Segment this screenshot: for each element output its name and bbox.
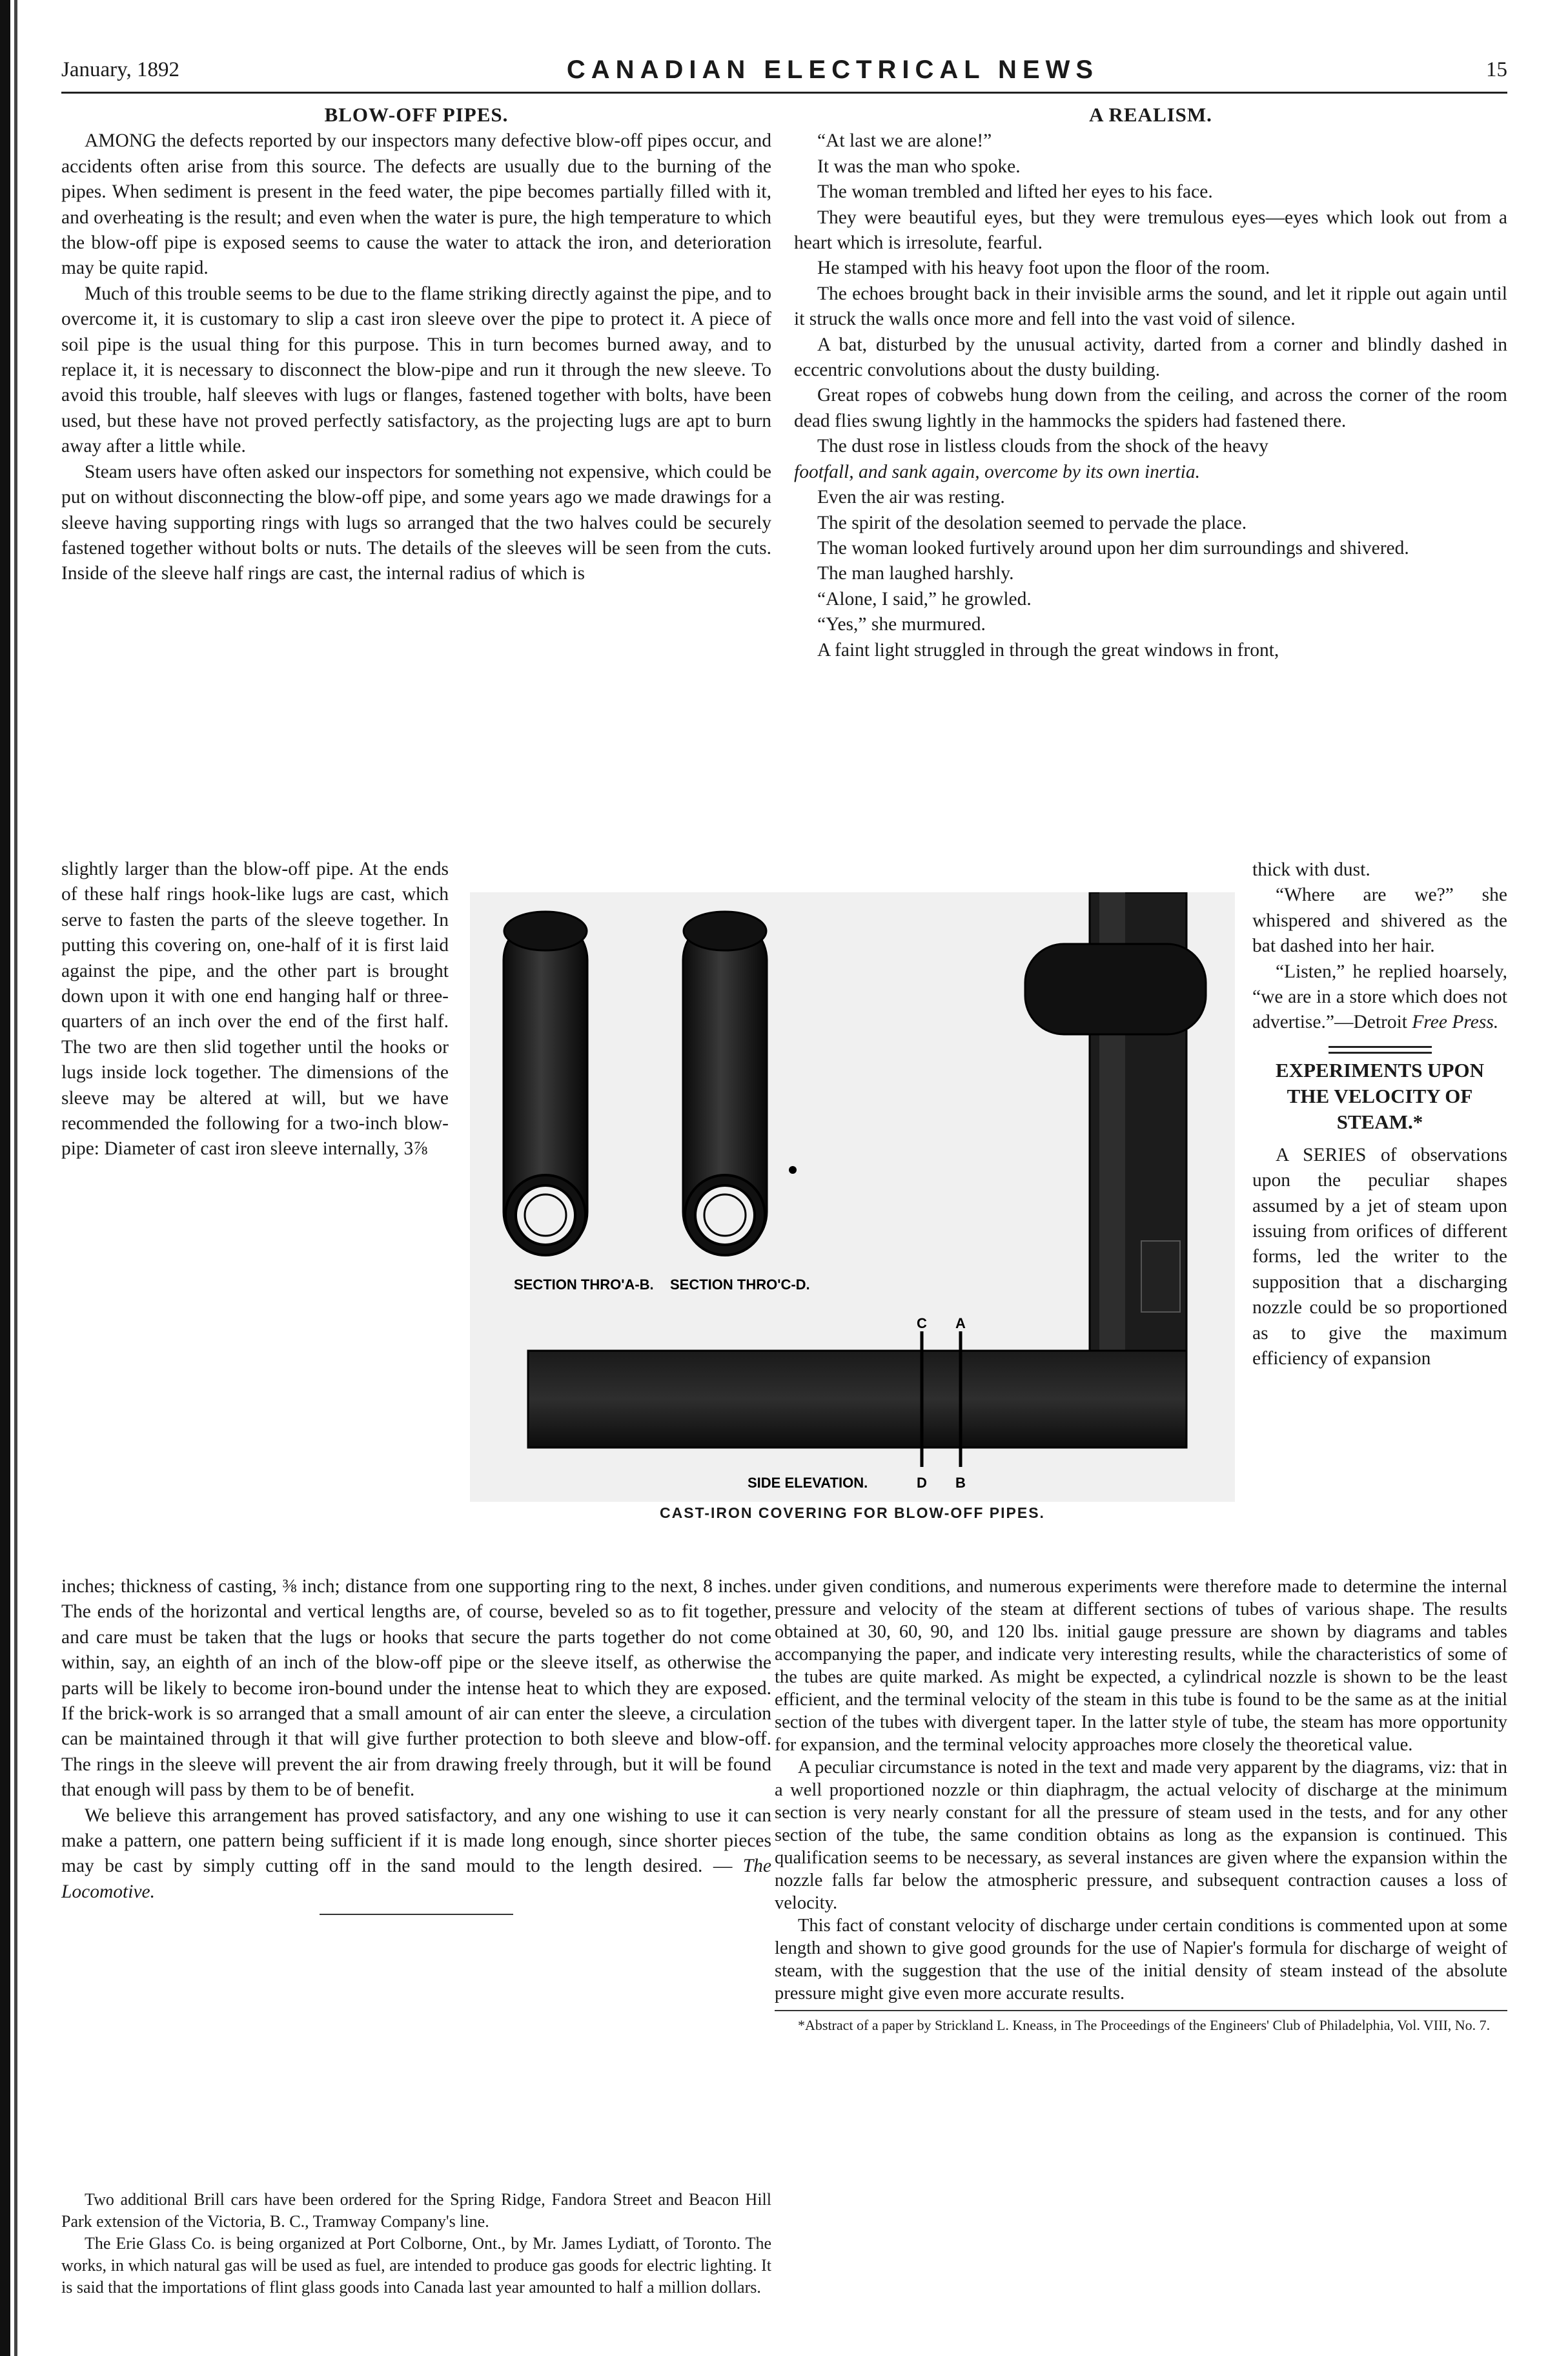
erie-glass-brief: The Erie Glass Co. is being organized at Port Colborne, Ont., by Mr. James Lydiatt, of Toronto. The works, in which natural gas will be used as fuel, are intended to produce gas goods for electric lighting. It is said that the importations of flint glass goods into Canada last year amounted to half a million dollars.	[61, 2234, 771, 2297]
experiments-paragraph-3: This fact of constant velocity of discharge under certain conditions is commented upon at some length and shown to give good grounds for the use of Napier's formula for discharge of weight of steam, with the suggestion that the use of the initial density of steam instead of the absolute pressure might give even more accurate results.	[775, 1916, 1507, 2003]
footnote-rule	[775, 2010, 1507, 2011]
blow-off-paragraph-3-narrow: slightly larger than the blow-off pipe. At the ends of these half rings hook-like lugs are cast, which serve to fasten the parts of the sleeve together. In putting this covering on, one-half of it is first laid against the pipe, and the other part is brought down upon it with one end hanging half or three-quarters of an inch over the end of the first half. The two are then slid together until the hooks or lugs inside lock together. The dimensions of the sleeve may be altered at will, but we have recommended the following for a two-inch blow-pipe: Diameter of cast iron sleeve internally, 3⅞	[61, 859, 449, 1160]
figure-caption: CAST-IRON COVERING FOR BLOW-OFF PIPES.	[660, 1504, 1045, 1521]
letter-d: D	[917, 1475, 927, 1491]
label-section-ab: SECTION THRO'A-B.	[514, 1276, 654, 1293]
realism-title: A REALISM.	[1089, 103, 1212, 126]
letter-c: C	[917, 1315, 927, 1331]
experiments-title: EXPERIMENTS UPON THE VELOCITY OF STEAM.*	[1276, 1058, 1484, 1133]
realism-line-14: “Alone, I said,” he growled.	[817, 588, 1032, 609]
locomotive-source: The Locomotive.	[61, 1856, 771, 1902]
letter-b: B	[955, 1475, 966, 1491]
blow-off-article-bottom	[61, 1574, 771, 1924]
blow-off-paragraph-3: Steam users have often asked our inspectors for something not expensive, which could be put on without disconnecting the blow-off pipe, and some years ago we made drawings for a sleeve having supporting rings with lugs so arranged that the two halves could be securely fastened together without bolts or nuts. The details of the sleeves will be seen from the cuts. Inside of the sleeve half rings are cast, the internal radius of which is	[61, 461, 771, 584]
realism-line-8: Great ropes of cobwebs hung down from the ceiling, and across the corner of the room dead flies swung lightly in the hammocks the spiders had fastened there.	[794, 385, 1507, 431]
section-ab-sleeve	[504, 912, 587, 1255]
realism-line-4: They were beautiful eyes, but they were tremulous eyes—eyes which look out from a heart which is irresolute, fearful.	[794, 207, 1507, 254]
brill-cars-brief: Two additional Brill cars have been ordered for the Spring Ridge, Fandora Street and Beacon Hill Park extension of the Victoria, B. C., Tramway Company's line.	[61, 2190, 771, 2231]
realism-narrow-3-text: “Listen,” he replied hoarsely, “we are in a store which does not advertise.”—Detroit	[1252, 961, 1507, 1033]
realism-line-1: “At last we are alone!”	[817, 130, 992, 152]
realism-footfall	[794, 460, 1507, 485]
blow-off-pipe-illustration	[470, 892, 1235, 1502]
realism-narrow-2: “Where are we?” she whispered and shivered as the bat dashed into her hair.	[1252, 885, 1507, 957]
realism-line-13: The man laughed harshly.	[817, 563, 1014, 584]
letter-a: A	[955, 1315, 966, 1331]
realism-line-12: The woman looked furtively around upon her dim surroundings and shivered.	[817, 537, 1409, 558]
figure-dot	[789, 1166, 797, 1174]
realism-line-2: It was the man who spoke.	[817, 156, 1021, 177]
page-number: 15	[1485, 57, 1507, 81]
blow-off-paragraph-1: AMONG the defects reported by our inspectors many defective blow-off pipes occur, and accidents often arise from this source. The defects are usually due to the burning of the pipes. When sediment is present in the feed water, the pipe becomes partially filled with it, and overheating is the result; and even when the water is pure, the high temperature to which the blow-off pipe is exposed seems to cause the water to attack the iron, and deterioration may be quite rapid.	[61, 130, 771, 279]
realism-line-10: Even the air was resting.	[817, 487, 1005, 508]
side-elevation-label: SIDE ELEVATION.	[748, 1475, 868, 1491]
label-section-cd: SECTION THRO'C-D.	[670, 1276, 810, 1293]
left-border-line	[14, 0, 17, 2356]
blow-off-paragraph-2: Much of this trouble seems to be due to the flame striking directly against the pipe, and to overcome it, it is customary to slip a cast iron sleeve over the pipe to protect it. A piece of soil pipe is the usual thing for this purpose. This in turn becomes burned away, and to replace it, it is necessary to disconnect the blow-pipe and run it through the new sleeve. To avoid this trouble, half sleeves with lugs or flanges, fastened together with bolts, have been used, but these have not proved perfectly satisfactory, as the projecting lugs are apt to burn away after a little while.	[61, 283, 771, 457]
section-cd-sleeve	[683, 912, 767, 1255]
realism-line-3: The woman trembled and lifted her eyes to his face.	[817, 181, 1213, 203]
realism-article	[794, 102, 1507, 663]
publication-title: CANADIAN ELECTRICAL NEWS	[566, 55, 1099, 84]
experiments-article-bottom	[775, 1575, 1507, 2034]
realism-narrow-3	[1252, 959, 1507, 1036]
running-head	[61, 50, 1507, 89]
realism-line-9: The dust rose in listless clouds from the shock of the heavy	[817, 436, 1268, 457]
experiments-footnote: *Abstract of a paper by Strickland L. Kneass, in The Proceedings of the Engineers' Club of Philadelphia, Vol. VIII, No. 7.	[798, 2017, 1491, 2033]
blow-off-title: BLOW-OFF PIPES.	[324, 103, 509, 126]
experiments-paragraph-1: under given conditions, and numerous experiments were therefore made to determine the internal pressure and velocity of the steam at different sections of tubes of various shape. The results obtained at 30, 60, 90, and 120 lbs. initial gauge pressure are shown by diagrams and tables accompanying the paper, and indicate very interesting results, while the characteristics of some of the tubes are quite marked. As might be expected, a cylindrical nozzle is shown to be the least efficient, and the terminal velocity of the steam in this tube is found to be the same as at the initial section of the tubes with divergent taper. In the latter style of tube, the steam has more opportunity for expansion, and the terminal velocity approaches more closely the theoretical value.	[775, 1577, 1507, 1755]
experiments-narrow: A SERIES of observations upon the peculiar shapes assumed by a jet of steam upon issuing from orifices of different forms, led the writer to the supposition that a discharging nozzle could be so proportioned as to give the maximum efficiency of expansion	[1252, 1144, 1507, 1369]
realism-line-15: “Yes,” she murmured.	[817, 614, 986, 635]
issue-date: January, 1892	[61, 57, 179, 81]
header-rule	[61, 92, 1507, 94]
realism-source: Free Press.	[1412, 1012, 1499, 1033]
blow-off-article-top	[61, 102, 771, 587]
realism-line-5: He stamped with his heavy foot upon the floor of the room.	[817, 258, 1270, 279]
blow-off-paragraph-4: We believe this arrangement has proved satisfactory, and any one wishing to use it can make a pattern, one pattern being sufficient if it is made long enough, since shorter pieces may be cast by simply cutting off in the sand mould to the length desired. — The Locomotive.	[61, 1805, 771, 1902]
blow-off-article-narrow	[61, 857, 449, 1162]
left-border-bar	[0, 0, 10, 2356]
realism-narrow-1: thick with dust.	[1252, 859, 1370, 880]
realism-line-16: A faint light struggled in through the great windows in front,	[817, 639, 1279, 661]
blow-off-paragraph-3-cont: inches; thickness of casting, ⅜ inch; distance from one supporting ring to the next, 8 inches. The ends of the horizontal and vertical lengths are, of course, beveled so as to fit together, and care must be taken that the lugs or hooks that secure the parts together do not come within, say, an eighth of an inch of the blow-off pipe or the sleeve itself, as otherwise the parts will be likely to become iron-bound under the intense heat to which they are exposed. If the brick-work is so arranged that a small amount of air can enter the sleeve, a circulation can be maintained through it that will give further protection to both sleeve and blow-off. The rings in the sleeve will prevent the air from drawing freely through, but it will be found that enough will pass by them to be of benefit.	[61, 1576, 771, 1801]
realism-end-rule-2	[1329, 1052, 1432, 1054]
realism-line-7: A bat, disturbed by the unusual activity, darted from a corner and blindly dashed in eccentric convolutions about the dusty building.	[794, 334, 1507, 381]
realism-end-rule	[1329, 1046, 1432, 1048]
blow-off-pipe-figure	[470, 892, 1235, 1502]
experiments-paragraph-2: A peculiar circumstance is noted in the text and made very apparent by the diagrams, viz: that in a well proportioned nozzle or thin diaphragm, the actual velocity of discharge at the minimum section is very nearly constant for all the pressure of steam used in the tests, and for any other section of the tube, the same condition obtains as long as the expansion is continued. This qualification seems to be necessary, as several instances are given where the expansion within the nozzle falls far below the atmospheric pressure, and subsequent contraction causes a loss of velocity.	[775, 1757, 1507, 1913]
right-narrow-column	[1252, 857, 1507, 1372]
realism-line-6: The echoes brought back in their invisible arms the sound, and let it ripple out again until it struck the walls once more and fell into the vast void of silence.	[794, 283, 1507, 330]
blow-off-rule	[320, 1914, 513, 1915]
blow-off-paragraph-4-text: We believe this arrangement has proved satisfactory, and any one wishing to use it can make a pattern, one pattern being sufficient if it is made long enough, since shorter pieces may be cast by simply cutting off in the sand mould to the length desired.	[61, 1805, 771, 1877]
realism-line-11: The spirit of the desolation seemed to pervade the place.	[817, 512, 1247, 533]
news-briefs	[61, 2189, 771, 2299]
realism-footfall-text: footfall, and sank again, overcome by its own inertia.	[794, 461, 1200, 482]
